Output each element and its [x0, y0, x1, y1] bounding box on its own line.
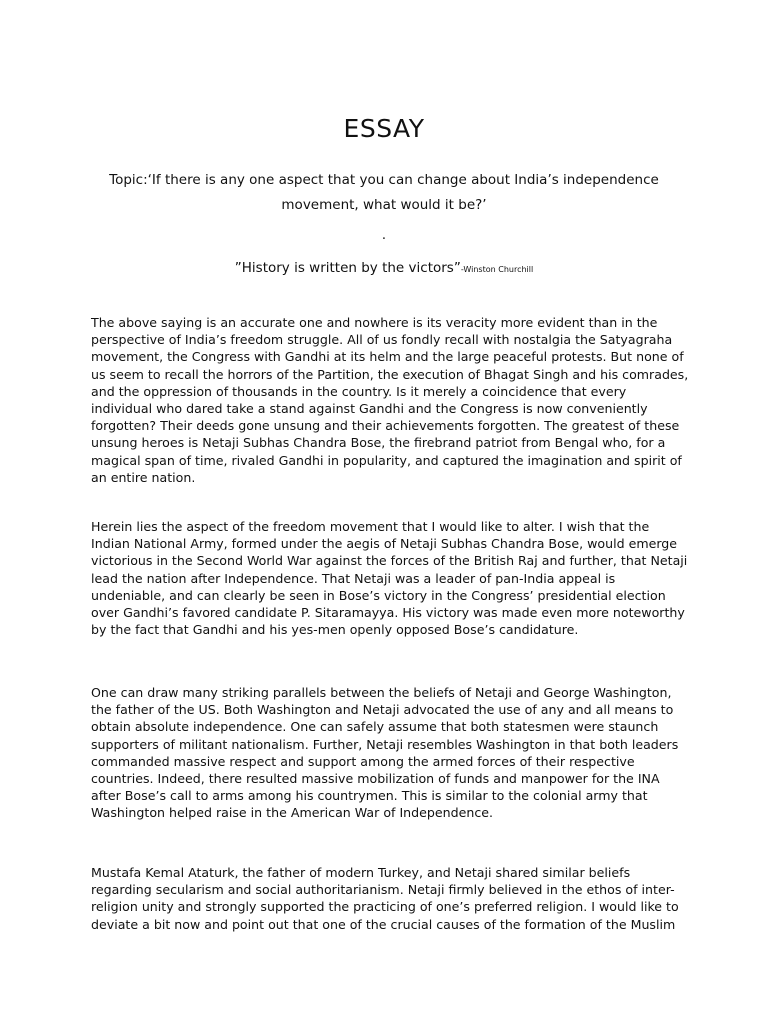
separator-dot: . — [381, 228, 387, 243]
essay-title: ESSAY — [343, 114, 425, 143]
paragraph-1: The above saying is an accurate one and nowhere is its veracity more evident than in the perspective of India’s freedom struggle. All of us fondly recall with nostalgia the Satyagraha movement, the Congress with Gandhi at its helm and the large peaceful protests. But none of us seem to recall the horrors of the Partition, the execution of Bhagat Singh and his comrades, and the oppression of thousands in the country. Is it merely a coincidence that every individual who dared take a stand against Gandhi and the Congress is now conveniently forgotten? Their deeds gone unsung and their achievements forgotten. The greatest of these unsung heroes is Netaji Subhas Chandra Bose, the firebrand patriot from Bengal who, for a magical span of time, rivaled Gandhi in popularity, and captured the imagination and spirit of an entire nation. — [91, 315, 689, 485]
quote-text: ”History is written by the victors” — [234, 260, 461, 276]
paragraph-2: Herein lies the aspect of the freedom movement that I would like to alter. I wish that the Indian National Army, formed under the aegis of Netaji Subhas Chandra Bose, would emerge victorious in the Second World War against the forces of the British Raj and further, that Netaji lead the nation after Independence. That Netaji was a leader of pan-India appeal is undeniable, and can clearly be seen in Bose’s victory in the Congress’ presidential election over Gandhi’s favored candidate P. Sitaramayya. His victory was made even more noteworthy by the fact that Gandhi and his yes-men openly opposed Bose’s candidature. — [91, 519, 688, 638]
epigraph-quote — [0, 260, 768, 276]
quote-attribution: -Winston Churchill — [460, 265, 534, 274]
essay-topic: Topic:‘If there is any one aspect that you can change about India’s independence movement, what would it be?’ — [109, 172, 659, 213]
paragraph-4: Mustafa Kemal Ataturk, the father of modern Turkey, and Netaji shared similar beliefs regarding secularism and social authoritarianism. Netaji firmly believed in the ethos of inter-religion unity and strongly supported the practicing of one’s preferred religion. I would like to deviate a bit now and point out that one of the crucial causes of the formation of the Muslim — [91, 865, 679, 932]
paragraph-3: One can draw many striking parallels between the beliefs of Netaji and George Washington, the father of the US. Both Washington and Netaji advocated the use of any and all means to obtain absolute independence. One can safely assume that both statesmen were staunch supporters of militant nationalism. Further, Netaji resembles Washington in that both leaders commanded massive respect and support among the armed forces of their respective countries. Indeed, there resulted massive mobilization of funds and manpower for the INA after Bose’s call to arms among his countrymen. This is similar to the colonial army that Washington helped raise in the American War of Independence. — [91, 685, 679, 821]
